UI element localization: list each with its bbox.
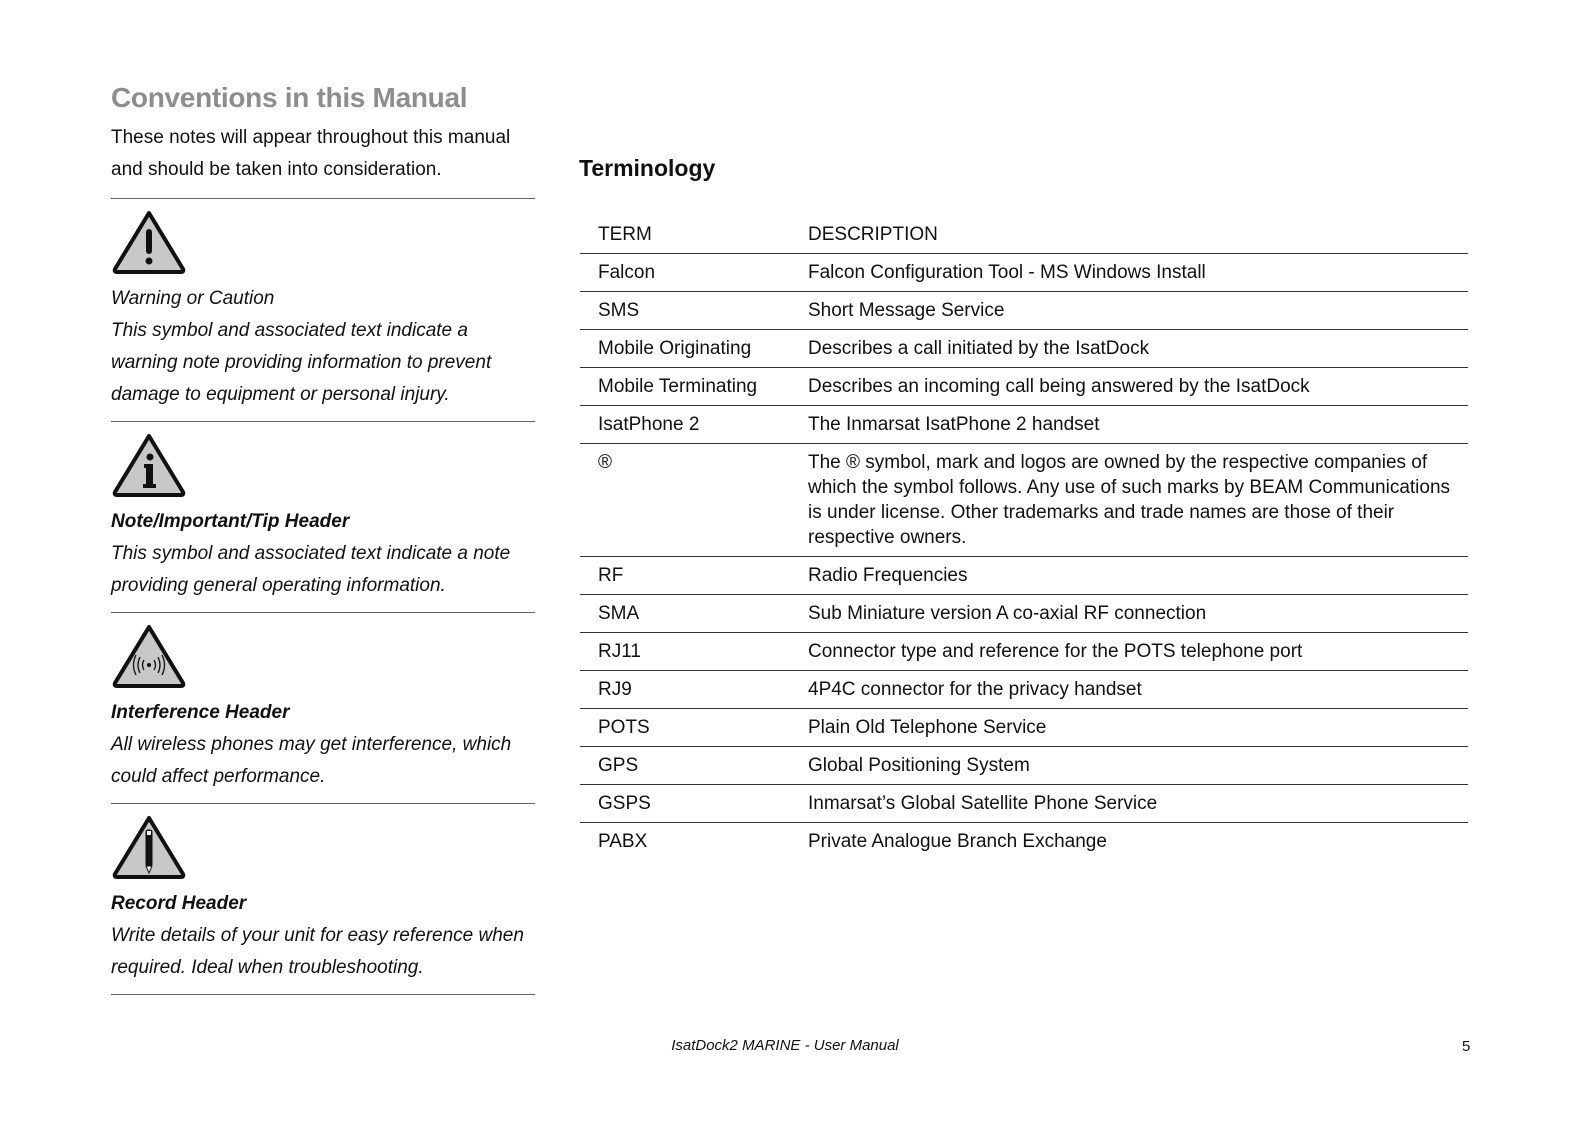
description-cell: Radio Frequencies bbox=[790, 557, 1468, 595]
conventions-section bbox=[111, 82, 535, 995]
table-header-row bbox=[580, 216, 1468, 254]
table-row bbox=[580, 785, 1468, 823]
info-icon bbox=[111, 432, 187, 498]
terminology-title: Terminology bbox=[579, 155, 716, 181]
table-row bbox=[580, 595, 1468, 633]
table-row bbox=[580, 292, 1468, 330]
description-cell: Connector type and reference for the POTS telephone port bbox=[790, 633, 1468, 671]
term-cell: GPS bbox=[580, 747, 790, 785]
term-cell: GSPS bbox=[580, 785, 790, 823]
term-cell: Falcon bbox=[580, 254, 790, 292]
term-cell: Mobile Originating bbox=[580, 330, 790, 368]
convention-desc: All wireless phones may get interference, which could affect performance. bbox=[111, 734, 512, 787]
table-row bbox=[580, 709, 1468, 747]
description-cell: Describes a call initiated by the IsatDock bbox=[790, 330, 1468, 368]
column-header-term: TERM bbox=[580, 216, 790, 254]
convention-interference bbox=[111, 613, 535, 803]
term-cell: RJ11 bbox=[580, 633, 790, 671]
page-number: 5 bbox=[1462, 1038, 1471, 1055]
table-row bbox=[580, 254, 1468, 292]
term-cell: IsatPhone 2 bbox=[580, 406, 790, 444]
description-cell: Plain Old Telephone Service bbox=[790, 709, 1468, 747]
convention-record bbox=[111, 804, 535, 994]
convention-desc: This symbol and associated text indicate a warning note providing information to prevent damage to equipment or personal injury. bbox=[111, 320, 492, 405]
convention-title: Interference Header bbox=[111, 702, 290, 723]
term-cell: POTS bbox=[580, 709, 790, 747]
term-cell: SMA bbox=[580, 595, 790, 633]
convention-warning bbox=[111, 199, 535, 421]
description-cell: The Inmarsat IsatPhone 2 handset bbox=[790, 406, 1468, 444]
term-cell: Mobile Terminating bbox=[580, 368, 790, 406]
page-title: Conventions in this Manual bbox=[111, 82, 468, 113]
convention-title: Record Header bbox=[111, 893, 247, 914]
description-cell: 4P4C connector for the privacy handset bbox=[790, 671, 1468, 709]
table-row bbox=[580, 406, 1468, 444]
intro-text: These notes will appear throughout this manual and should be taken into consideration. bbox=[111, 127, 511, 180]
convention-title: Warning or Caution bbox=[111, 288, 275, 309]
table-row bbox=[580, 747, 1468, 785]
warning-icon bbox=[111, 209, 187, 275]
pencil-icon bbox=[111, 814, 187, 880]
table-row bbox=[580, 633, 1468, 671]
description-cell: Falcon Configuration Tool - MS Windows Install bbox=[790, 254, 1468, 292]
term-cell: ® bbox=[580, 444, 790, 557]
description-cell: Short Message Service bbox=[790, 292, 1468, 330]
terminology-table bbox=[580, 216, 1468, 860]
interference-icon bbox=[111, 623, 187, 689]
table-row bbox=[580, 330, 1468, 368]
description-cell: Private Analogue Branch Exchange bbox=[808, 831, 1107, 852]
table-row bbox=[580, 823, 1468, 861]
description-cell: Sub Miniature version A co-axial RF connection bbox=[790, 595, 1468, 633]
table-row bbox=[580, 368, 1468, 406]
convention-title: Note/Important/Tip Header bbox=[111, 511, 350, 532]
description-cell: Describes an incoming call being answered by the IsatDock bbox=[790, 368, 1468, 406]
term-cell: RF bbox=[580, 557, 790, 595]
convention-desc: Write details of your unit for easy reference when required. Ideal when troubleshooting. bbox=[111, 925, 524, 978]
column-header-description: DESCRIPTION bbox=[790, 216, 1468, 254]
description-cell: Global Positioning System bbox=[790, 747, 1468, 785]
table-row bbox=[580, 444, 1468, 557]
table-row bbox=[580, 671, 1468, 709]
term-cell: SMS bbox=[580, 292, 790, 330]
footer-title: IsatDock2 MARINE - User Manual bbox=[671, 1037, 899, 1054]
convention-note bbox=[111, 422, 535, 612]
description-cell: Inmarsat’s Global Satellite Phone Service bbox=[790, 785, 1468, 823]
divider bbox=[111, 994, 535, 995]
term-cell: RJ9 bbox=[580, 671, 790, 709]
table-row bbox=[580, 557, 1468, 595]
convention-desc: This symbol and associated text indicate a note providing general operating information. bbox=[111, 543, 511, 596]
term-cell: PABX bbox=[598, 831, 648, 852]
description-cell: The ® symbol, mark and logos are owned by the respective companies of which the symbol follows. Any use of such marks by BEAM Communications is under license. Other trademarks and trade names are those of their respective owners. bbox=[790, 444, 1468, 557]
